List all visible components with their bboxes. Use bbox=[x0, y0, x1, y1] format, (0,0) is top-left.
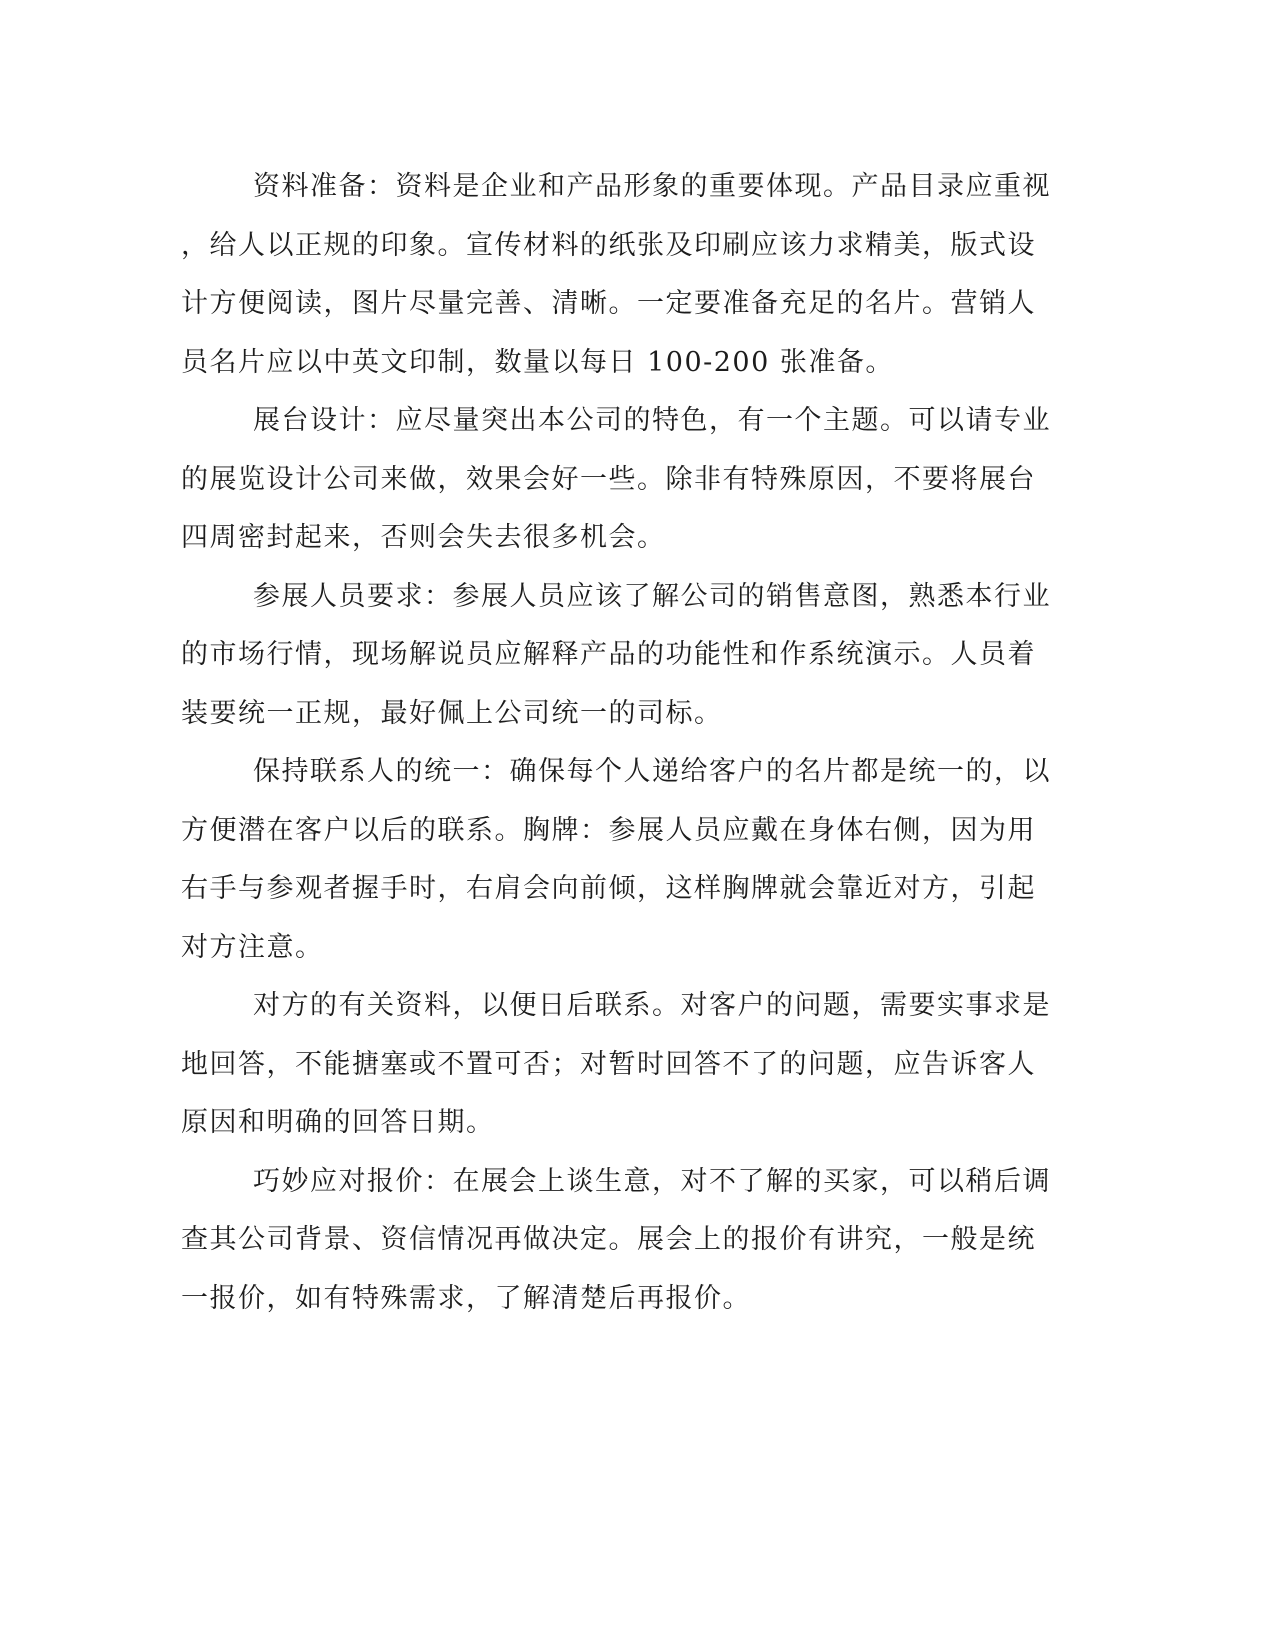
text-line: 计方便阅读，图片尽量完善、清晰。一定要准备充足的名片。营销人 bbox=[181, 288, 1036, 319]
text-line: 的市场行情，现场解说员应解释产品的功能性和作系统演示。人员着 bbox=[181, 639, 1036, 670]
paragraph-booth-design bbox=[181, 392, 1051, 568]
paragraph-quotation bbox=[181, 1153, 1051, 1329]
text-line: 一报价，如有特殊需求，了解清楚后再报价。 bbox=[181, 1282, 751, 1314]
text-line: 查其公司背景、资信情况再做决定。展会上的报价有讲究，一般是统 bbox=[181, 1224, 1036, 1255]
text-line: 装要统一正规，最好佩上公司统一的司标。 bbox=[181, 697, 723, 729]
paragraph-customer-questions bbox=[181, 977, 1051, 1153]
paragraph-staff-requirements bbox=[181, 568, 1051, 744]
text-line: ，给人以正规的印象。宣传材料的纸张及印刷应该力求精美，版式设 bbox=[181, 229, 1036, 261]
text-line: 方便潜在客户以后的联系。胸牌：参展人员应戴在身体右侧，因为用 bbox=[181, 814, 1036, 846]
paragraph-contact-consistency bbox=[181, 743, 1051, 977]
text-line: 原因和明确的回答日期。 bbox=[181, 1107, 495, 1138]
text-line: 的展览设计公司来做，效果会好一些。除非有特殊原因，不要将展台 bbox=[181, 463, 1036, 495]
text-line: 员名片应以中英文印制，数量以每日 100-200 张准备。 bbox=[181, 346, 894, 378]
text-line: 巧妙应对报价：在展会上谈生意，对不了解的买家，可以稍后调 bbox=[253, 1165, 1051, 1197]
text-line: 四周密封起来，否则会失去很多机会。 bbox=[181, 522, 666, 553]
text-line: 对方注意。 bbox=[181, 931, 324, 963]
text-line: 资料准备：资料是企业和产品形象的重要体现。产品目录应重视 bbox=[253, 171, 1051, 202]
paragraph-material-preparation bbox=[181, 158, 1051, 392]
document-body bbox=[181, 158, 1051, 1328]
text-line: 右手与参观者握手时，右肩会向前倾，这样胸牌就会靠近对方，引起 bbox=[181, 873, 1036, 904]
text-line: 参展人员要求：参展人员应该了解公司的销售意图，熟悉本行业 bbox=[253, 580, 1051, 612]
text-line: 地回答，不能搪塞或不置可否；对暂时回答不了的问题，应告诉客人 bbox=[181, 1048, 1036, 1080]
text-line: 对方的有关资料，以便日后联系。对客户的问题，需要实事求是 bbox=[253, 990, 1051, 1021]
text-line: 展台设计：应尽量突出本公司的特色，有一个主题。可以请专业 bbox=[253, 405, 1051, 436]
text-line: 保持联系人的统一：确保每个人递给客户的名片都是统一的，以 bbox=[253, 756, 1051, 787]
